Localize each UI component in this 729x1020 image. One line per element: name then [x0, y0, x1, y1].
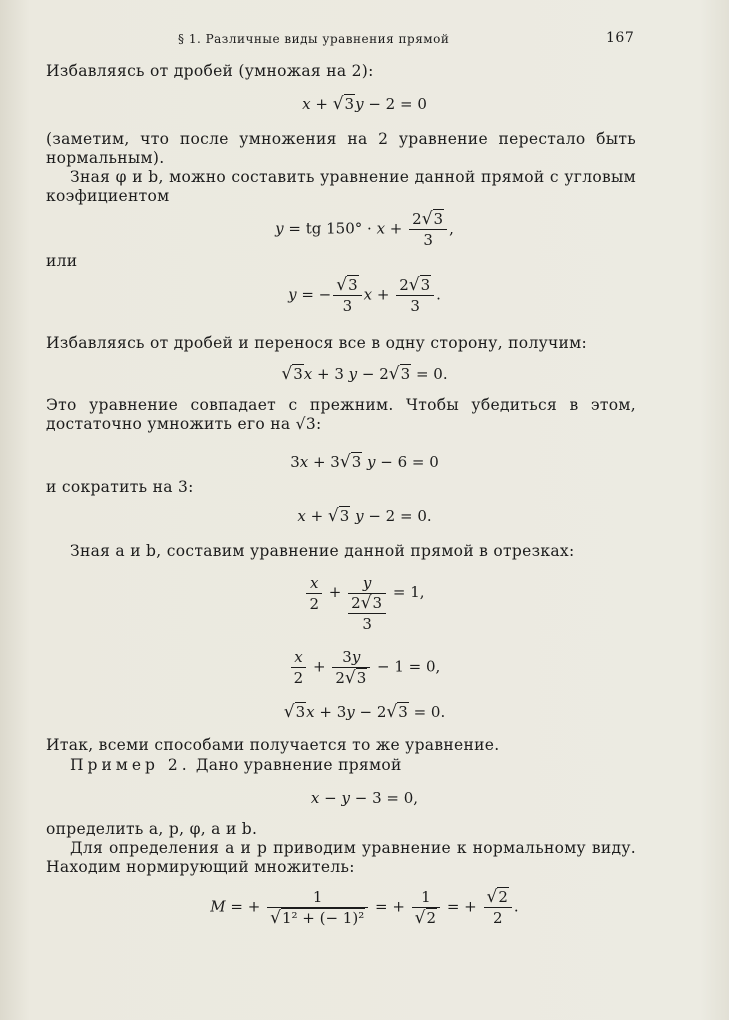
- equation-9: √3x + 3y − 2√3 = 0.: [283, 702, 446, 722]
- equation-1: x + √3y − 2 = 0: [302, 94, 427, 114]
- example-label: Пример 2.: [70, 756, 191, 774]
- equation-10: x − y − 3 = 0,: [310, 789, 419, 807]
- example-text: Дано уравнение прямой: [195, 756, 402, 774]
- paragraph-3: Зная φ и b, можно составить уравнение данной прямой с угловым коэфициентом: [46, 168, 636, 205]
- equation-11: M = + $\frac{1}{\text{√1² + (− 1)²}}$ = + $\frac{1}{√2}$ = + $\frac{√2}{2}$ .: [210, 887, 519, 928]
- paragraph-7: и сократить на 3:: [46, 478, 194, 496]
- section-title: § 1. Различные виды уравнения прямой: [178, 32, 450, 46]
- paragraph-4: или: [46, 252, 78, 270]
- page-number: 167: [606, 30, 635, 46]
- paragraph-11: определить a, p, φ, a и b.: [46, 820, 258, 838]
- paragraph-10: [46, 756, 636, 775]
- paragraph-2: (заметим, что после умножения на 2 уравнение перестало быть нормальным).: [46, 130, 636, 167]
- paragraph-5: Избавляясь от дробей и перенося все в одну сторону, получим:: [46, 334, 588, 352]
- paragraph-9: Итак, всеми способами получается то же уравнение.: [46, 736, 500, 754]
- equation-8: $\frac{x}{2}$ + $\frac{3y}{2√3}$ − 1 = 0,: [0, 648, 729, 687]
- equation-6: x + √3 y − 2 = 0.: [297, 506, 432, 526]
- running-header: [0, 30, 729, 52]
- equation-4: √3x + 3 y − 2√3 = 0.: [281, 364, 448, 384]
- equation-5: 3x + 3√3 y − 6 = 0: [290, 452, 439, 472]
- paragraph-8: Зная a и b, составим уравнение данной прямой в отрезках:: [70, 542, 575, 560]
- equation-2: y = tg 150° · x + $\frac{2√3}{3}$ ,: [275, 209, 454, 249]
- paragraph-6: Это уравнение совпадает с прежним. Чтобы убедиться в этом, достаточно умножить его на √3:: [46, 396, 636, 433]
- equation-3: y = − $\frac{√3}{3}$ x + $\frac{2√3}{3}$ .: [288, 275, 441, 315]
- paragraph-1: Избавляясь от дробей (умножая на 2):: [46, 62, 374, 80]
- paragraph-12: Для определения a и p приводим уравнение к нормальному виду. Находим нормирующий множитель:: [46, 839, 636, 876]
- equation-7: $\frac{x}{2}$ + $\frac{y}{\frac{2√3}{3}}$ = 1,: [0, 574, 729, 633]
